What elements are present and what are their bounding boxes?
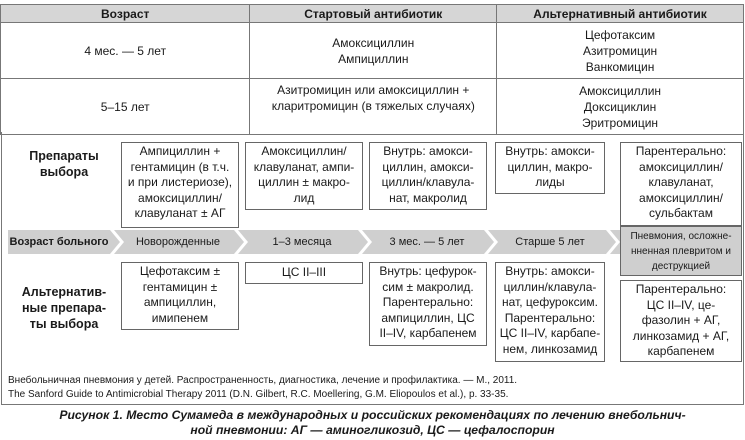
caption-line: ной пневмонии: АГ — аминогликозид, ЦС — цефалоспорин [190, 423, 555, 437]
text-line: Парентерально: [382, 295, 474, 309]
label-preferred [14, 148, 114, 180]
preferred-box-newborn [121, 142, 239, 228]
text-line: и при листериозе), [127, 175, 233, 189]
footnote-line: The Sanford Guide to Antimicrobial Therapy 2011 (D.N. Gilbert, R.C. Moellering, G.M. Eliopoulos et al.), p. 33-35. [8, 389, 509, 400]
label-line: ные препара- [21, 301, 107, 315]
table-header-row [1, 5, 744, 23]
text-line: ЦС II–IV, це- [646, 297, 716, 312]
label-line: Альтернатив- [21, 285, 107, 299]
text-line: лиды [535, 175, 565, 189]
age-segment-newborn: Новорожденные [135, 236, 221, 248]
age-cell: 5–15 лет [1, 79, 250, 135]
alternative-box-newborn [121, 262, 239, 330]
label-line: выбора [39, 165, 89, 179]
alt-line: Эритромицин [582, 115, 659, 130]
text-line: нем, линкозамид [502, 341, 598, 356]
text-line: Внутрь: амокси- [383, 144, 473, 158]
text-line: амоксициллин/ [138, 190, 222, 205]
text-line: деструкцией [651, 261, 711, 272]
header-start-antibiotic: Стартовый антибиотик [250, 5, 497, 23]
label-age: Возраст больного [9, 236, 109, 248]
text-line: нненная плевритом и [631, 246, 731, 257]
text-line: Парентерально: [504, 310, 596, 325]
caption-line: Рисунок 1. Место Сумамеда в международных и российских рекомендациях по лечению внебольнич- [59, 408, 686, 422]
start-line: Азитромицин или амоксициллин + [277, 83, 470, 97]
text-line: амоксициллин/ [639, 190, 723, 205]
header-age: Возраст [1, 5, 250, 23]
alt-line: Амоксициллин [579, 83, 662, 98]
text-line: ЦС II–IV, карбапе- [499, 326, 601, 340]
figure-caption [0, 408, 745, 438]
text-line: карбапенем [647, 344, 715, 358]
age-segment-complicated [620, 226, 742, 276]
text-line: Ампициллин + [139, 144, 221, 158]
recommendations-table [0, 4, 744, 135]
text-line: II–IV, карбапенем [379, 326, 477, 340]
text-line: гентамицин ± [142, 279, 218, 294]
preferred-box-complicated [620, 142, 742, 226]
chevron-icon [606, 230, 620, 254]
text-line: ЦС II–III [281, 265, 327, 279]
text-line: циллин, амокси- [382, 159, 474, 174]
alt-line: Азитромицин [582, 43, 658, 58]
start-line: Ампициллин [338, 51, 409, 66]
start-line: Амоксициллин [332, 35, 415, 50]
text-line: линкозамид + АГ, [632, 328, 730, 343]
text-line: циллин/клавула- [381, 175, 475, 189]
alt-line: Доксициклин [583, 99, 657, 114]
text-line: Внутрь: амокси- [505, 144, 595, 158]
text-line: Внутрь: цефурок- [379, 264, 477, 278]
text-line: циллин/клавула- [503, 279, 597, 294]
text-line: фазолин + АГ, [641, 313, 721, 327]
footnotes [8, 374, 738, 402]
preferred-box-3m-5y [369, 142, 487, 210]
label-alternative [14, 284, 114, 332]
footnote-line: Внебольничная пневмония у детей. Распространенность, диагностика, лечение и профилактика. — М., 2011. [8, 375, 518, 386]
text-line: гентамицин (в т.ч. [130, 159, 230, 174]
alt-cell [497, 79, 744, 135]
table-row [1, 79, 744, 135]
alternative-box-1-3-months [245, 262, 363, 284]
alt-line: Цефотаксим [584, 27, 656, 42]
text-line: Внутрь: амокси- [505, 264, 595, 278]
start-cell [250, 79, 497, 135]
text-line: Парентерально: [635, 144, 727, 158]
text-line: лид [293, 190, 315, 205]
text-line: Амоксициллин/ [261, 144, 347, 158]
alt-line: Ванкомицин [585, 59, 655, 74]
text-line: Цефотаксим ± [139, 264, 221, 278]
text-line: сульбактам [649, 206, 713, 220]
header-alt-antibiotic: Альтернативный антибиотик [497, 5, 744, 23]
preferred-box-1-3-months [245, 142, 363, 210]
label-line: Препараты [29, 149, 99, 163]
alternative-box-complicated [620, 280, 742, 362]
age-cell: 4 мес. — 5 лет [1, 23, 250, 79]
text-line: нат, макролид [389, 190, 467, 205]
text-line: циллин, макро- [507, 159, 593, 174]
alternative-box-3m-5y [369, 262, 487, 346]
text-line: Парентерально: [635, 282, 727, 296]
label-line: ты выбора [29, 317, 99, 331]
text-line: имипенем [151, 310, 209, 325]
text-line: Пневмония, осложне- [630, 231, 732, 242]
text-line: клавуланат ± АГ [134, 206, 226, 220]
text-line: сим ± макролид. [382, 279, 474, 294]
text-line: ампициллин, ЦС [381, 310, 475, 325]
age-segment-3m-5y: 3 мес. — 5 лет [389, 236, 465, 248]
text-line: нат, цефуроксим. [502, 295, 598, 309]
table-row [1, 23, 744, 79]
text-line: ампициллин, [143, 295, 217, 309]
preferred-box-over-5y [495, 142, 605, 194]
start-cell [250, 23, 497, 79]
text-line: циллин ± макро- [258, 175, 350, 189]
text-line: амоксициллин/ [639, 159, 723, 174]
alt-cell [497, 23, 744, 79]
start-line: кларитромицин (в тяжелых случаях) [271, 99, 475, 113]
text-line: клавуланат, [648, 175, 714, 189]
alternative-box-over-5y [495, 262, 605, 362]
age-segment-over-5y: Старше 5 лет [515, 236, 585, 248]
text-line: клавуланат, ампи- [253, 159, 355, 174]
age-segment-1-3-months: 1–3 месяца [272, 236, 332, 248]
